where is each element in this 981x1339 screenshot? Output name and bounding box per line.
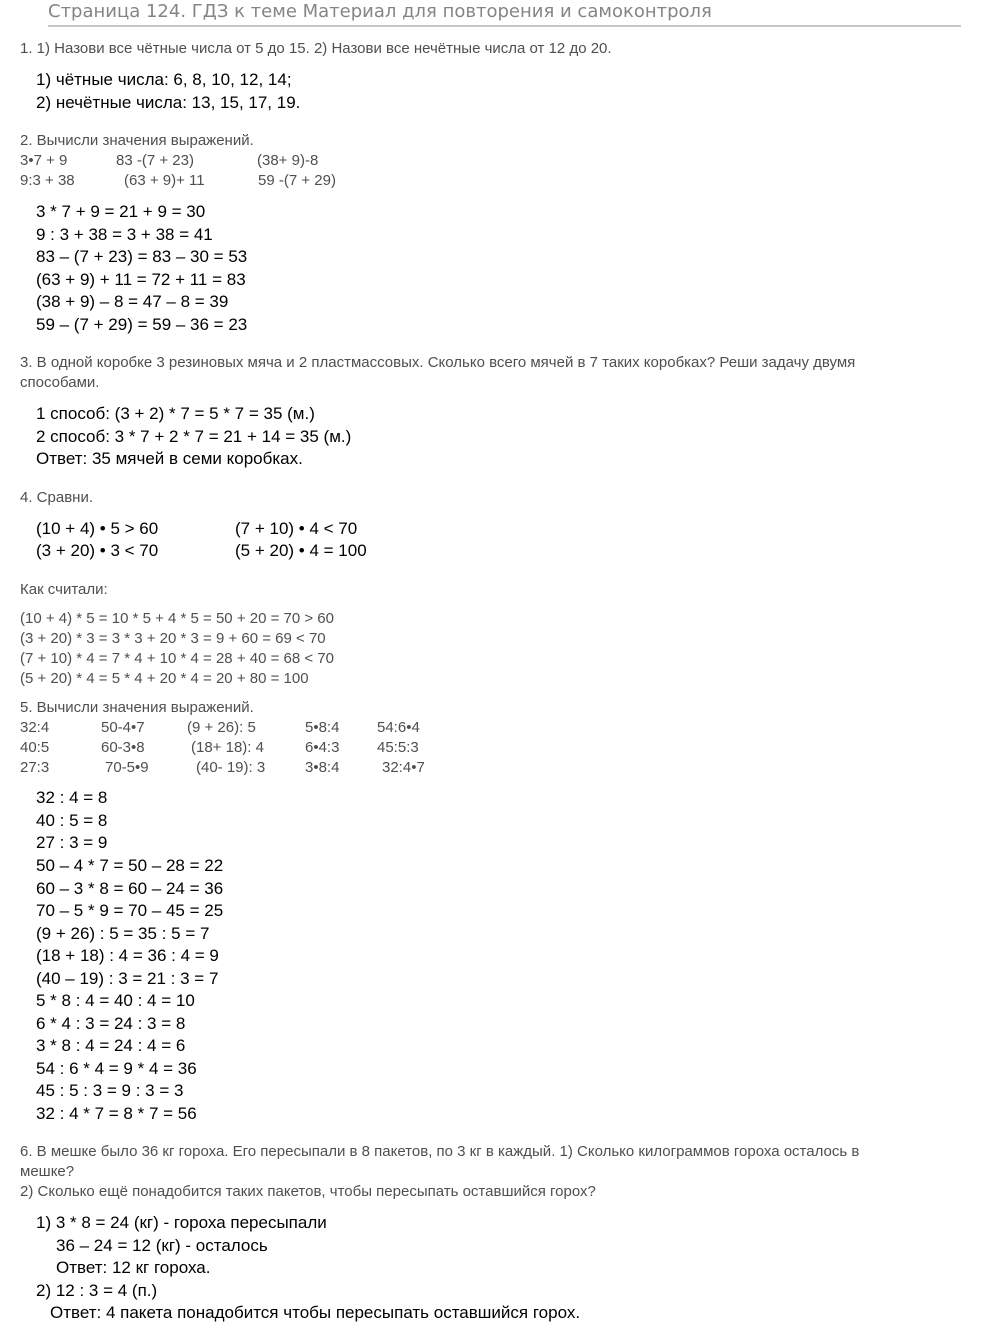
task-5-expression: 3•8:4 xyxy=(305,759,340,776)
task-5-question: 5. Вычисли значения выражений. xyxy=(20,699,254,716)
task-2-answer-line: (63 + 9) + 11 = 72 + 11 = 83 xyxy=(36,270,246,289)
task-6-answer-line: Ответ: 4 пакета понадобится чтобы пересыпать оставшийся горох. xyxy=(50,1303,581,1322)
task-5-expression: 27:3 xyxy=(20,759,50,776)
task-5-expression: (40- 19): 3 xyxy=(196,759,266,776)
task-4-how-line: (5 + 20) * 4 = 5 * 4 + 20 * 4 = 20 + 80 = 100 xyxy=(20,670,309,687)
task-4-comparison: (3 + 20) • 3 < 70 xyxy=(36,541,159,560)
task-1-question: 1. 1) Назови все чётные числа от 5 до 15. 2) Назови все нечётные числа от 12 до 20. xyxy=(20,40,612,57)
task-6-answer-line: 2) 12 : 3 = 4 (п.) xyxy=(36,1281,158,1300)
task-6-question: 2) Сколько ещё понадобится таких пакетов, чтобы пересыпать оставшийся горох? xyxy=(20,1183,596,1200)
task-6-answer-line: Ответ: 12 кг гороха. xyxy=(56,1258,211,1277)
title-divider xyxy=(48,25,961,27)
task-6-question: 6. В мешке было 36 кг гороха. Его пересыпали в 8 пакетов, по 3 кг в каждый. 1) Сколько килограммов гороха осталось в xyxy=(20,1143,860,1160)
task-3-answer-line: 2 способ: 3 * 7 + 2 * 7 = 21 + 14 = 35 (м.) xyxy=(36,427,352,446)
task-4-question: 4. Сравни. xyxy=(20,489,93,506)
task-2-answer-line: 59 – (7 + 29) = 59 – 36 = 23 xyxy=(36,315,248,334)
task-4-comparison: (7 + 10) • 4 < 70 xyxy=(235,519,358,538)
task-5-answer-line: 45 : 5 : 3 = 9 : 3 = 3 xyxy=(36,1081,184,1100)
task-2-answer-line: (38 + 9) – 8 = 47 – 8 = 39 xyxy=(36,292,229,311)
task-2-expression: (63 + 9)+ 11 xyxy=(124,172,205,189)
task-5-answer-line: 50 – 4 * 7 = 50 – 28 = 22 xyxy=(36,856,224,875)
task-3-answer-line: 1 способ: (3 + 2) * 7 = 5 * 7 = 35 (м.) xyxy=(36,404,315,423)
task-5-answer-line: 60 – 3 * 8 = 60 – 24 = 36 xyxy=(36,879,224,898)
task-5-answer-line: (9 + 26) : 5 = 35 : 5 = 7 xyxy=(36,924,210,943)
task-2-expression: 3•7 + 9 xyxy=(20,152,68,169)
task-2-question: 2. Вычисли значения выражений. xyxy=(20,132,254,149)
task-5-answer-line: 70 – 5 * 9 = 70 – 45 = 25 xyxy=(36,901,224,920)
task-5-expression: 50-4•7 xyxy=(101,719,145,736)
task-5-answer-line: (40 – 19) : 3 = 21 : 3 = 7 xyxy=(36,969,219,988)
task-5-expression: (18+ 18): 4 xyxy=(191,739,264,756)
task-5-answer-line: 27 : 3 = 9 xyxy=(36,833,108,852)
task-4-how-line: (10 + 4) * 5 = 10 * 5 + 4 * 5 = 50 + 20 = 70 > 60 xyxy=(20,610,334,627)
page-title: Страница 124. ГДЗ к теме Материал для повторения и самоконтроля xyxy=(48,1,712,22)
task-2-expression: 83 -(7 + 23) xyxy=(116,152,194,169)
task-5-answer-line: 5 * 8 : 4 = 40 : 4 = 10 xyxy=(36,991,195,1010)
task-5-expression: 32:4•7 xyxy=(382,759,425,776)
task-5-answer-line: 6 * 4 : 3 = 24 : 3 = 8 xyxy=(36,1014,186,1033)
task-5-answer-line: 32 : 4 = 8 xyxy=(36,788,108,807)
task-4-comparison: (10 + 4) • 5 > 60 xyxy=(36,519,159,538)
task-1-answer-line: 2) нечётные числа: 13, 15, 17, 19. xyxy=(36,93,301,112)
task-2-expression: (38+ 9)-8 xyxy=(257,152,319,169)
task-4-how-line: (3 + 20) * 3 = 3 * 3 + 20 * 3 = 9 + 60 = 69 < 70 xyxy=(20,630,326,647)
task-1-answer-line: 1) чётные числа: 6, 8, 10, 12, 14; xyxy=(36,70,292,89)
task-6-answer-line: 36 – 24 = 12 (кг) - осталось xyxy=(56,1236,268,1255)
task-5-expression: 6•4:3 xyxy=(305,739,340,756)
task-6-question: мешке? xyxy=(20,1163,75,1180)
task-2-answer-line: 9 : 3 + 38 = 3 + 38 = 41 xyxy=(36,225,213,244)
task-5-expression: 45:5:3 xyxy=(377,739,419,756)
task-5-answer-line: 54 : 6 * 4 = 9 * 4 = 36 xyxy=(36,1059,197,1078)
task-5-expression: (9 + 26): 5 xyxy=(187,719,256,736)
task-5-expression: 32:4 xyxy=(20,719,50,736)
task-5-answer-line: 40 : 5 = 8 xyxy=(36,811,108,830)
task-5-expression: 70-5•9 xyxy=(105,759,149,776)
task-3-question: 3. В одной коробке 3 резиновых мяча и 2 пластмассовых. Сколько всего мячей в 7 таких коробках? Реши задачу двумя xyxy=(20,354,856,371)
task-5-answer-line: 32 : 4 * 7 = 8 * 7 = 56 xyxy=(36,1104,197,1123)
task-5-expression: 60-3•8 xyxy=(101,739,145,756)
task-5-answer-line: (18 + 18) : 4 = 36 : 4 = 9 xyxy=(36,946,219,965)
task-4-how-line: (7 + 10) * 4 = 7 * 4 + 10 * 4 = 28 + 40 = 68 < 70 xyxy=(20,650,334,667)
task-5-expression: 5•8:4 xyxy=(305,719,340,736)
task-5-expression: 40:5 xyxy=(20,739,50,756)
task-4-comparison: (5 + 20) • 4 = 100 xyxy=(235,541,367,560)
task-2-answer-line: 83 – (7 + 23) = 83 – 30 = 53 xyxy=(36,247,248,266)
task-3-question: способами. xyxy=(20,374,100,391)
task-2-answer-line: 3 * 7 + 9 = 21 + 9 = 30 xyxy=(36,202,206,221)
task-3-answer-line: Ответ: 35 мячей в семи коробках. xyxy=(36,449,303,468)
task-5-expression: 54:6•4 xyxy=(377,719,420,736)
task-2-expression: 59 -(7 + 29) xyxy=(258,172,336,189)
task-4-how-label: Как считали: xyxy=(20,581,108,598)
task-5-answer-line: 3 * 8 : 4 = 24 : 4 = 6 xyxy=(36,1036,186,1055)
task-2-expression: 9:3 + 38 xyxy=(20,172,75,189)
task-6-answer-line: 1) 3 * 8 = 24 (кг) - гороха пересыпали xyxy=(36,1213,327,1232)
